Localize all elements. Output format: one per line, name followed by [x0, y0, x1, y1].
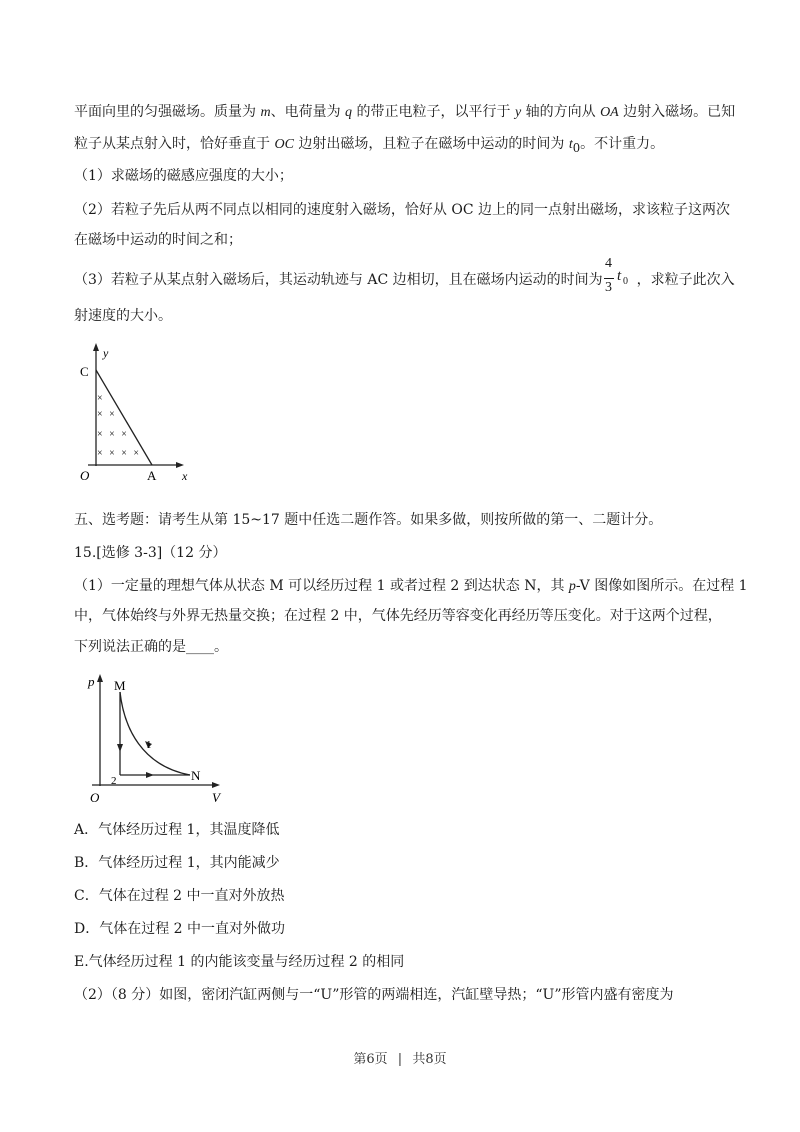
origin-label: O [80, 468, 90, 483]
process-1-curve [120, 692, 190, 775]
process-2-label: 2 [111, 775, 117, 787]
process-2-down-arrow [117, 744, 123, 752]
p-axis-label: p [88, 674, 95, 689]
cross-row-1: × [97, 393, 105, 404]
page-footer [0, 1048, 800, 1067]
y-label: y [103, 346, 109, 360]
fraction-4-3-t0: 4 3 t 0 [605, 256, 628, 295]
question-3-line-1: （3）若粒子从某点射入磁场后，其运动轨迹与 AC 边相切，且在磁场内运动的时间为 ，求粒子此次入 [74, 272, 735, 288]
option-c: C．气体在过程 2 中一直对外放热 [74, 888, 285, 904]
footer-separator: | [397, 1052, 403, 1067]
page-number: 第6页 [353, 1052, 388, 1067]
y-axis-arrow [93, 343, 99, 351]
q15-part1-line-1: （1）一定量的理想气体从状态 M 可以经历过程 1 或者过程 2 到达状态 N，其 p-V 图像如图所示。在过程 1 [74, 578, 748, 594]
pv-figure [84, 668, 234, 808]
x-axis-arrow [176, 462, 184, 468]
v-axis-label: V [212, 790, 220, 805]
cross-row-3: × × × [97, 429, 129, 440]
option-a: A．气体经历过程 1，其温度降低 [74, 822, 280, 838]
question-1: （1）求磁场的磁感应强度的大小； [74, 168, 293, 184]
v-axis-arrow [212, 782, 220, 788]
question-3-line-2: 射速度的大小。 [74, 308, 172, 324]
point-c-label: C [80, 364, 89, 379]
question-2-line-2: 在磁场中运动的时间之和； [74, 232, 242, 248]
problem-line-2: 粒子从某点射入时，恰好垂直于 OC 边射出磁场，且粒子在磁场中运动的时间为 $t_0$。不计重力。 [74, 136, 665, 155]
cross-row-2: × × [97, 409, 117, 420]
option-b: B．气体经历过程 1，其内能减少 [74, 855, 280, 871]
option-e: E.气体经历过程 1 的内能该变量与经历过程 2 的相同 [74, 954, 405, 970]
x-label: x [182, 469, 188, 483]
point-a-label: A [147, 468, 157, 483]
section-5-heading: 五、选考题：请考生从第 15~17 题中任选二题作答。如果多做，则按所做的第一、二题计分。 [74, 512, 663, 528]
state-n-label: N [191, 768, 201, 783]
process-1-label: 1 [146, 739, 152, 751]
field-figure [76, 340, 196, 490]
question-2-line-1: （2）若粒子先后从两不同点以相同的速度射入磁场，恰好从 OC 边上的同一点射出磁场，求该粒子这两次 [74, 202, 730, 218]
q15-title: 15.[选修 3-3]（12 分） [74, 545, 227, 561]
cross-row-4: × × × × [97, 448, 142, 459]
problem-line-1: 平面向里的匀强磁场。质量为 m、电荷量为 q 的带正电粒子，以平行于 y 轴的方向从 OA 边射入磁场。已知 [74, 104, 736, 120]
process-2-right-arrow [146, 772, 154, 778]
option-d: D．气体在过程 2 中一直对外做功 [74, 921, 286, 937]
p-axis-arrow [97, 674, 103, 682]
q15-part1-line-3: 下列说法正确的是____。 [74, 639, 228, 655]
page-total: 共8页 [412, 1052, 447, 1067]
q15-part2-line-1: （2）（8 分）如图，密闭汽缸两侧与一“U”形管的两端相连，汽缸壁导热；“U”形管内盛有密度为 [74, 987, 674, 1003]
origin-o-label: O [90, 790, 100, 805]
q15-part1-line-2: 中，气体始终与外界无热量交换；在过程 2 中，气体先经历等容变化再经历等压变化。对于这两个过程， [74, 608, 722, 624]
state-m-label: M [114, 678, 126, 693]
